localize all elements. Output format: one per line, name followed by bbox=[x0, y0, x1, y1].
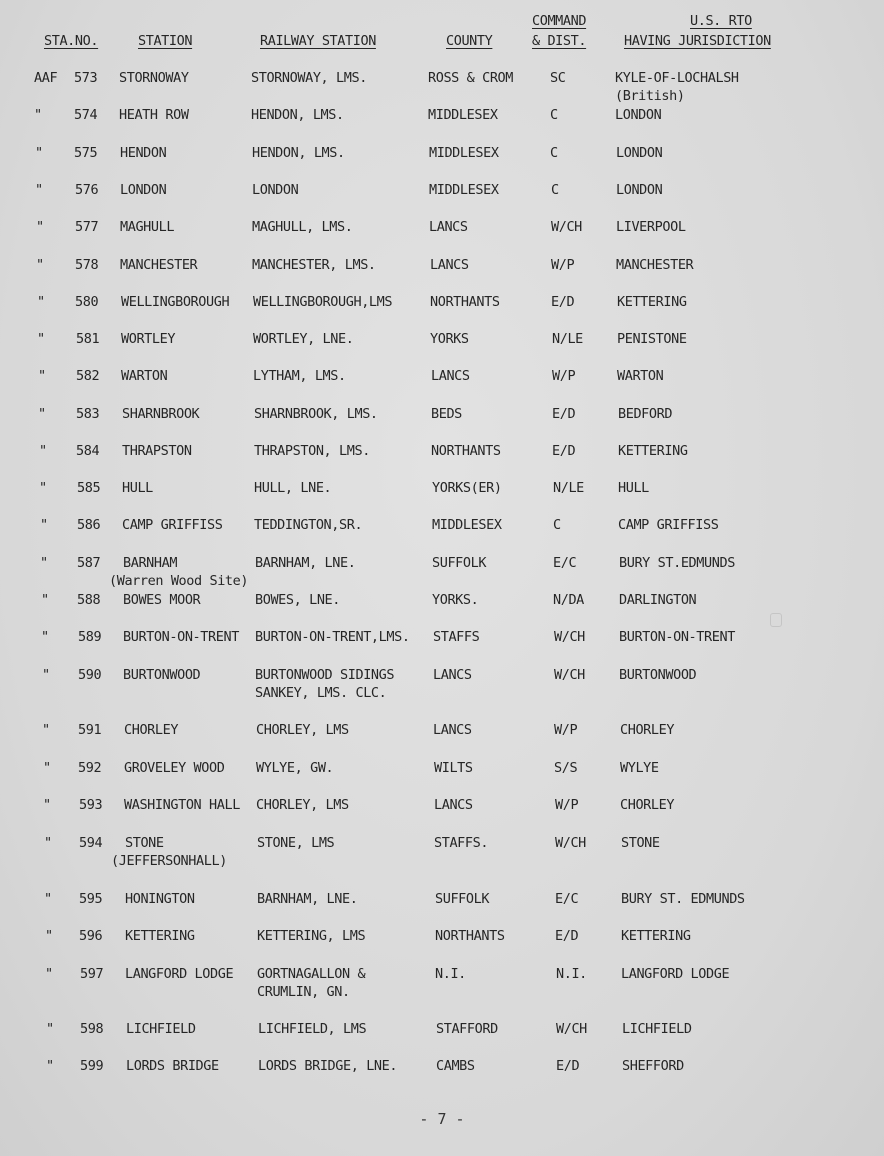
row-rto: LANGFORD LODGE bbox=[621, 966, 730, 982]
row-station: HULL bbox=[122, 480, 153, 496]
table-row bbox=[0, 517, 884, 557]
row-prefix: " bbox=[44, 835, 52, 851]
row-prefix: " bbox=[35, 182, 43, 198]
row-prefix: " bbox=[35, 145, 43, 161]
row-station-note: (Warren Wood Site) bbox=[109, 573, 249, 589]
table-row bbox=[0, 480, 884, 520]
row-station: MAGHULL bbox=[120, 219, 175, 235]
row-railway-station: HENDON, LMS. bbox=[251, 107, 344, 123]
row-county: STAFFS bbox=[433, 629, 480, 645]
row-railway-station: STONE, LMS bbox=[257, 835, 335, 851]
row-railway-station: LYTHAM, LMS. bbox=[253, 368, 346, 384]
row-station: STORNOWAY bbox=[119, 70, 189, 86]
row-station: HONINGTON bbox=[125, 891, 195, 907]
table-row bbox=[0, 70, 884, 110]
row-railway-station-line2: SANKEY, LMS. CLC. bbox=[255, 685, 387, 701]
row-prefix: " bbox=[37, 331, 45, 347]
row-prefix: " bbox=[43, 797, 51, 813]
row-sta-no: 598 bbox=[80, 1021, 104, 1037]
row-sta-no: 580 bbox=[75, 294, 99, 310]
row-sta-no: 597 bbox=[80, 966, 104, 982]
row-railway-station: THRAPSTON, LMS. bbox=[254, 443, 370, 459]
table-row bbox=[0, 722, 884, 762]
row-railway-station: GORTNAGALLON & bbox=[257, 966, 366, 982]
row-railway-station-line2: CRUMLIN, GN. bbox=[257, 984, 350, 1000]
row-prefix: " bbox=[40, 517, 48, 533]
row-railway-station: LONDON bbox=[252, 182, 299, 198]
row-station: LORDS BRIDGE bbox=[126, 1058, 219, 1074]
table-row bbox=[0, 928, 884, 968]
row-county: LANCS bbox=[434, 797, 473, 813]
row-county: MIDDLESEX bbox=[429, 182, 499, 198]
row-county: BEDS bbox=[431, 406, 462, 422]
row-rto: STONE bbox=[621, 835, 660, 851]
row-prefix: " bbox=[38, 368, 46, 384]
row-sta-no: 577 bbox=[75, 219, 99, 235]
row-command: S/S bbox=[554, 760, 578, 776]
row-rto: PENISTONE bbox=[617, 331, 687, 347]
row-county: LANCS bbox=[431, 368, 470, 384]
row-rto: CAMP GRIFFISS bbox=[618, 517, 719, 533]
row-county: N.I. bbox=[435, 966, 466, 982]
row-command: W/P bbox=[555, 797, 579, 813]
row-station: BURTONWOOD bbox=[123, 667, 201, 683]
row-sta-no: 581 bbox=[76, 331, 100, 347]
row-command: W/P bbox=[551, 257, 575, 273]
row-sta-no: 589 bbox=[78, 629, 102, 645]
row-command: N/DA bbox=[553, 592, 584, 608]
header-rto-line2: HAVING JURISDICTION bbox=[624, 33, 771, 49]
row-sta-no: 593 bbox=[79, 797, 103, 813]
row-station: WARTON bbox=[121, 368, 168, 384]
header-station: STATION bbox=[138, 33, 193, 49]
row-county: ROSS & CROM bbox=[428, 70, 514, 86]
row-railway-station: MANCHESTER, LMS. bbox=[252, 257, 376, 273]
row-county: WILTS bbox=[434, 760, 473, 776]
table-row bbox=[0, 219, 884, 259]
table-row bbox=[0, 257, 884, 297]
row-county: SUFFOLK bbox=[432, 555, 487, 571]
row-rto: LIVERPOOL bbox=[616, 219, 686, 235]
paper-mark bbox=[770, 613, 782, 627]
row-county: LANCS bbox=[430, 257, 469, 273]
row-county: YORKS bbox=[430, 331, 469, 347]
row-station: SHARNBROOK bbox=[122, 406, 200, 422]
row-sta-no: 596 bbox=[79, 928, 103, 944]
row-sta-no: 578 bbox=[75, 257, 99, 273]
table-row bbox=[0, 182, 884, 222]
row-station: WASHINGTON HALL bbox=[124, 797, 240, 813]
row-command: E/D bbox=[552, 443, 576, 459]
row-sta-no: 590 bbox=[78, 667, 102, 683]
row-sta-no: 588 bbox=[77, 592, 101, 608]
row-railway-station: BURTON-ON-TRENT,LMS. bbox=[255, 629, 410, 645]
row-county: MIDDLESEX bbox=[432, 517, 502, 533]
row-county: STAFFORD bbox=[436, 1021, 498, 1037]
row-command: C bbox=[550, 145, 558, 161]
row-railway-station: HENDON, LMS. bbox=[252, 145, 345, 161]
row-prefix: " bbox=[41, 629, 49, 645]
row-command: W/P bbox=[552, 368, 576, 384]
row-sta-no: 573 bbox=[74, 70, 98, 86]
row-station: STONE bbox=[125, 835, 164, 851]
row-sta-no: 575 bbox=[74, 145, 98, 161]
row-railway-station: BARNHAM, LNE. bbox=[255, 555, 356, 571]
row-railway-station: TEDDINGTON,SR. bbox=[254, 517, 363, 533]
row-command: W/P bbox=[554, 722, 578, 738]
row-station: GROVELEY WOOD bbox=[124, 760, 225, 776]
row-station: HEATH ROW bbox=[119, 107, 189, 123]
row-prefix: " bbox=[41, 592, 49, 608]
row-station: KETTERING bbox=[125, 928, 195, 944]
row-command: W/CH bbox=[555, 835, 586, 851]
table-row bbox=[0, 1058, 884, 1098]
row-sta-no: 584 bbox=[76, 443, 100, 459]
row-sta-no: 587 bbox=[77, 555, 101, 571]
row-railway-station: BARNHAM, LNE. bbox=[257, 891, 358, 907]
row-county: YORKS(ER) bbox=[432, 480, 502, 496]
row-station-note: (JEFFERSONHALL) bbox=[111, 853, 227, 869]
row-command: SC bbox=[550, 70, 566, 86]
table-row bbox=[0, 966, 884, 1006]
page-number: - 7 - bbox=[419, 1110, 465, 1128]
row-rto: HULL bbox=[618, 480, 649, 496]
row-rto: BURY ST.EDMUNDS bbox=[619, 555, 735, 571]
row-command: C bbox=[553, 517, 561, 533]
row-sta-no: 574 bbox=[74, 107, 98, 123]
row-command: E/D bbox=[551, 294, 575, 310]
row-railway-station: CHORLEY, LMS bbox=[256, 722, 349, 738]
header-command-line1: COMMAND bbox=[532, 13, 587, 29]
row-command: N/LE bbox=[553, 480, 584, 496]
row-rto: CHORLEY bbox=[620, 797, 675, 813]
row-county: MIDDLESEX bbox=[429, 145, 499, 161]
row-command: E/C bbox=[553, 555, 577, 571]
row-county: CAMBS bbox=[436, 1058, 475, 1074]
table-row bbox=[0, 760, 884, 800]
row-sta-no: 582 bbox=[76, 368, 100, 384]
header-railway-station: RAILWAY STATION bbox=[260, 33, 376, 49]
row-railway-station: MAGHULL, LMS. bbox=[252, 219, 353, 235]
row-command: E/D bbox=[552, 406, 576, 422]
row-railway-station: KETTERING, LMS bbox=[257, 928, 366, 944]
table-row bbox=[0, 592, 884, 632]
row-rto: LONDON bbox=[616, 145, 663, 161]
row-county: YORKS. bbox=[432, 592, 479, 608]
row-prefix: " bbox=[45, 928, 53, 944]
row-sta-no: 595 bbox=[79, 891, 103, 907]
row-sta-no: 592 bbox=[78, 760, 102, 776]
header-command-line2: & DIST. bbox=[532, 33, 587, 49]
row-sta-no: 594 bbox=[79, 835, 103, 851]
table-row bbox=[0, 406, 884, 446]
row-prefix: " bbox=[40, 555, 48, 571]
row-command: E/D bbox=[556, 1058, 580, 1074]
row-rto: LICHFIELD bbox=[622, 1021, 692, 1037]
row-railway-station: WORTLEY, LNE. bbox=[253, 331, 354, 347]
row-railway-station: CHORLEY, LMS bbox=[256, 797, 349, 813]
table-row bbox=[0, 667, 884, 707]
row-station: CHORLEY bbox=[124, 722, 179, 738]
table-row bbox=[0, 891, 884, 931]
row-prefix: " bbox=[38, 406, 46, 422]
row-sta-no: 576 bbox=[75, 182, 99, 198]
row-railway-station: BURTONWOOD SIDINGS bbox=[255, 667, 395, 683]
table-row bbox=[0, 145, 884, 185]
row-prefix: " bbox=[36, 257, 44, 273]
row-railway-station: SHARNBROOK, LMS. bbox=[254, 406, 378, 422]
row-railway-station: LICHFIELD, LMS bbox=[258, 1021, 367, 1037]
row-rto: BURY ST. EDMUNDS bbox=[621, 891, 745, 907]
table-row bbox=[0, 443, 884, 483]
row-railway-station: WELLINGBOROUGH,LMS bbox=[253, 294, 393, 310]
row-prefix: AAF bbox=[34, 70, 58, 86]
row-railway-station: LORDS BRIDGE, LNE. bbox=[258, 1058, 398, 1074]
row-railway-station: BOWES, LNE. bbox=[255, 592, 341, 608]
row-rto: BURTONWOOD bbox=[619, 667, 697, 683]
row-sta-no: 599 bbox=[80, 1058, 104, 1074]
row-station: LICHFIELD bbox=[126, 1021, 196, 1037]
table-row bbox=[0, 331, 884, 371]
row-sta-no: 586 bbox=[77, 517, 101, 533]
row-command: N.I. bbox=[556, 966, 587, 982]
row-rto: KETTERING bbox=[621, 928, 691, 944]
header-county: COUNTY bbox=[446, 33, 493, 49]
row-rto: LONDON bbox=[616, 182, 663, 198]
table-row bbox=[0, 555, 884, 595]
row-rto: MANCHESTER bbox=[616, 257, 694, 273]
row-command: W/CH bbox=[551, 219, 582, 235]
row-rto: LONDON bbox=[615, 107, 662, 123]
table-row bbox=[0, 368, 884, 408]
row-rto: WARTON bbox=[617, 368, 664, 384]
row-railway-station: STORNOWAY, LMS. bbox=[251, 70, 367, 86]
row-rto: CHORLEY bbox=[620, 722, 675, 738]
row-command: W/CH bbox=[554, 667, 585, 683]
row-command: E/C bbox=[555, 891, 579, 907]
row-station: BURTON-ON-TRENT bbox=[123, 629, 239, 645]
row-station: LANGFORD LODGE bbox=[125, 966, 234, 982]
row-county: NORTHANTS bbox=[431, 443, 501, 459]
row-prefix: " bbox=[36, 219, 44, 235]
row-station: BOWES MOOR bbox=[123, 592, 201, 608]
row-prefix: " bbox=[37, 294, 45, 310]
row-command: W/CH bbox=[556, 1021, 587, 1037]
row-prefix: " bbox=[45, 966, 53, 982]
row-county: LANCS bbox=[429, 219, 468, 235]
row-prefix: " bbox=[46, 1058, 54, 1074]
row-railway-station: HULL, LNE. bbox=[254, 480, 332, 496]
row-rto: DARLINGTON bbox=[619, 592, 697, 608]
row-sta-no: 585 bbox=[77, 480, 101, 496]
table-row bbox=[0, 1021, 884, 1061]
row-prefix: " bbox=[42, 722, 50, 738]
row-station: CAMP GRIFFISS bbox=[122, 517, 223, 533]
row-command: C bbox=[550, 107, 558, 123]
table-row bbox=[0, 629, 884, 669]
row-station: HENDON bbox=[120, 145, 167, 161]
row-station: THRAPSTON bbox=[122, 443, 192, 459]
row-station: MANCHESTER bbox=[120, 257, 198, 273]
table-row bbox=[0, 797, 884, 837]
row-county: MIDDLESEX bbox=[428, 107, 498, 123]
row-railway-station: WYLYE, GW. bbox=[256, 760, 334, 776]
row-rto-line2: (British) bbox=[615, 88, 685, 104]
row-station: BARNHAM bbox=[123, 555, 178, 571]
row-county: NORTHANTS bbox=[430, 294, 500, 310]
row-county: LANCS bbox=[433, 722, 472, 738]
row-prefix: " bbox=[39, 480, 47, 496]
row-prefix: " bbox=[46, 1021, 54, 1037]
row-command: E/D bbox=[555, 928, 579, 944]
row-sta-no: 583 bbox=[76, 406, 100, 422]
row-command: C bbox=[551, 182, 559, 198]
row-rto: KETTERING bbox=[618, 443, 688, 459]
table-row bbox=[0, 107, 884, 147]
row-rto: SHEFFORD bbox=[622, 1058, 684, 1074]
row-command: N/LE bbox=[552, 331, 583, 347]
row-command: W/CH bbox=[554, 629, 585, 645]
row-prefix: " bbox=[43, 760, 51, 776]
row-county: SUFFOLK bbox=[435, 891, 490, 907]
header-sta-no: STA.NO. bbox=[44, 33, 99, 49]
row-station: WORTLEY bbox=[121, 331, 176, 347]
row-rto: BURTON-ON-TRENT bbox=[619, 629, 735, 645]
row-station: LONDON bbox=[120, 182, 167, 198]
row-rto: KETTERING bbox=[617, 294, 687, 310]
row-prefix: " bbox=[42, 667, 50, 683]
row-county: STAFFS. bbox=[434, 835, 489, 851]
table-row bbox=[0, 835, 884, 875]
row-rto: WYLYE bbox=[620, 760, 659, 776]
row-rto: KYLE-OF-LOCHALSH bbox=[615, 70, 739, 86]
header-rto-line1: U.S. RTO bbox=[690, 13, 752, 29]
table-row bbox=[0, 294, 884, 334]
row-prefix: " bbox=[44, 891, 52, 907]
row-county: LANCS bbox=[433, 667, 472, 683]
row-prefix: " bbox=[34, 107, 42, 123]
row-station: WELLINGBOROUGH bbox=[121, 294, 230, 310]
row-prefix: " bbox=[39, 443, 47, 459]
row-county: NORTHANTS bbox=[435, 928, 505, 944]
row-sta-no: 591 bbox=[78, 722, 102, 738]
row-rto: BEDFORD bbox=[618, 406, 673, 422]
